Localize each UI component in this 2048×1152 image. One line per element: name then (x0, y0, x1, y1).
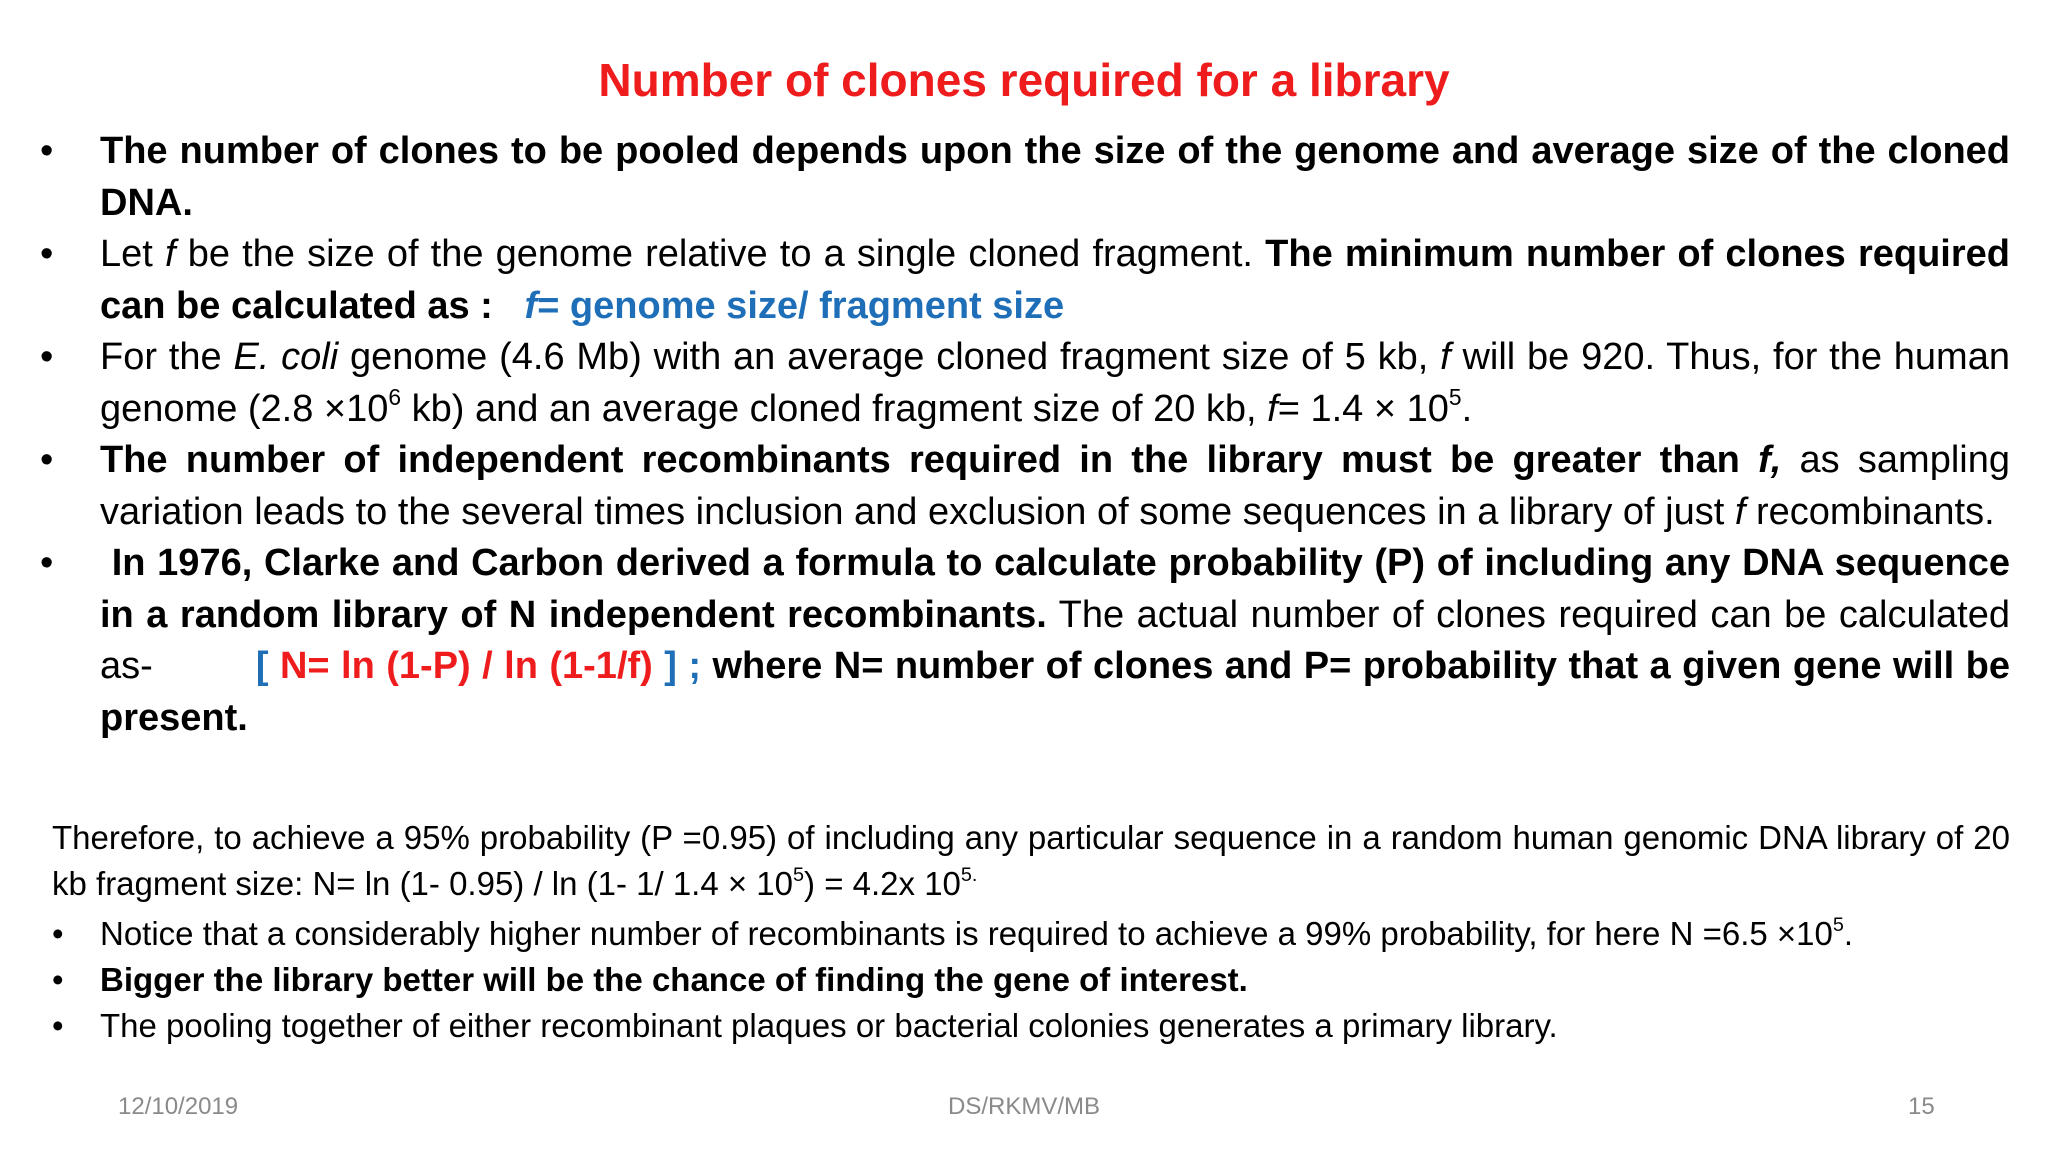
bullet-text-bold: The number of clones to be pooled depends upon the size of the genome and average size of the cloned DNA. (100, 130, 2010, 224)
bullet-item-ecoli (40, 332, 2010, 435)
bullet-glyph: • (40, 542, 54, 584)
bullet-text-bold: In 1976, Clarke and Carbon derived a formula to calculate probability (P) of including any DNA sequence in a random library of N independent recombinants. (100, 542, 2010, 636)
calculation-paragraph (52, 815, 2010, 907)
bullet-text: = 1.4 × 10 (1277, 387, 1449, 430)
formula-bracket-open: [ (255, 645, 269, 687)
secondary-bullet-list (52, 911, 2010, 1049)
bullet-text: The actual number of clones required can be calculated as- (100, 593, 2010, 687)
variable-f: f (1267, 387, 1278, 430)
sub-item-text: The pooling together of either recombinant plaques or bacterial colonies generates a primary library. (100, 1007, 1558, 1044)
superscript: 5 (1448, 383, 1462, 410)
bullet-text: . (1461, 387, 1473, 430)
variable-f: f (1734, 490, 1746, 533)
bullet-text-bold: The number of independent recombinants required in the library must be greater than (100, 439, 1759, 481)
sub-item-99-percent (52, 911, 2010, 957)
superscript: 6 (388, 383, 402, 410)
sub-item-primary-library (52, 1003, 2010, 1049)
footer-author: DS/RKMV/MB (947, 1093, 1100, 1120)
footer-date: 12/10/2019 (118, 1093, 239, 1120)
paragraph-text: ) = 4.2x 10 (804, 865, 961, 902)
slide-title: Number of clones required for a library (598, 54, 1450, 106)
bullet-text: will be 920. Thus, for the human genome (2.8 ×10 (100, 336, 2010, 430)
variable-f-bold: f, (1758, 439, 1782, 481)
bullet-text: genome (4.6 Mb) with an average cloned fragment size of 5 kb, (338, 336, 1441, 378)
species-name: E. coli (233, 336, 339, 378)
sub-item-text-bold: Bigger the library better will be the chance of finding the gene of interest. (100, 961, 1248, 998)
bullet-text: be the size of the genome relative to a single cloned fragment. (175, 233, 1266, 275)
bullet-item-clarke-carbon (40, 538, 2010, 744)
bullet-text-bold: where N= number of clones and P= probability that a given gene will be present. (100, 645, 2010, 739)
bullet-glyph: • (40, 439, 54, 481)
variable-f: f (1440, 336, 1451, 378)
bullet-item-genome-size (40, 126, 2010, 229)
bullet-glyph: • (40, 233, 54, 275)
formula-bracket-close: ] ; (664, 645, 702, 687)
formula-clarke-carbon: N= ln (1-P) / ln (1-1/f) (279, 645, 653, 687)
bullet-text: Let (100, 233, 165, 275)
footer-page-number: 15 (1908, 1093, 1935, 1120)
bullet-glyph: • (52, 915, 64, 952)
formula-f: f (524, 284, 538, 327)
variable-f: f (164, 233, 176, 275)
sub-item-bigger-library (52, 957, 2010, 1003)
bullet-item-relative-size (40, 229, 2010, 332)
bullet-text: as sampling variation leads to the several times inclusion and exclusion of some sequences in a library of just (100, 439, 2010, 533)
bullet-item-independent-recombinants (40, 435, 2010, 538)
bullet-glyph: • (40, 336, 54, 378)
superscript: 5 (793, 864, 805, 887)
sub-item-text: Notice that a considerably higher number of recombinants is required to achieve a 99% probability, for here N =6.5 ×10 (100, 915, 1833, 952)
bullet-glyph: • (40, 130, 54, 172)
bullet-text: For the (100, 336, 234, 378)
superscript: 5. (960, 864, 978, 887)
bullet-glyph: • (52, 1007, 64, 1044)
bullet-text: recombinants. (1745, 490, 1995, 533)
bullet-text-bold: The minimum number of clones required can be calculated as : (100, 233, 2010, 327)
bullet-text: kb) and an average cloned fragment size of 20 kb, (401, 387, 1268, 430)
superscript: 5 (1832, 914, 1844, 937)
main-bullet-list (40, 126, 2010, 744)
bullet-glyph: • (52, 961, 64, 998)
paragraph-text: Therefore, to achieve a 95% probability (P =0.95) of including any particular sequence in a random human genomic DNA library of 20 kb fragment size: N= ln (1- 0.95) / ln (1- 1/ 1.4 × 10 (52, 819, 2010, 902)
sub-item-text: . (1843, 915, 1854, 952)
formula-genome-fragment: = genome size/ fragment size (537, 284, 1065, 327)
